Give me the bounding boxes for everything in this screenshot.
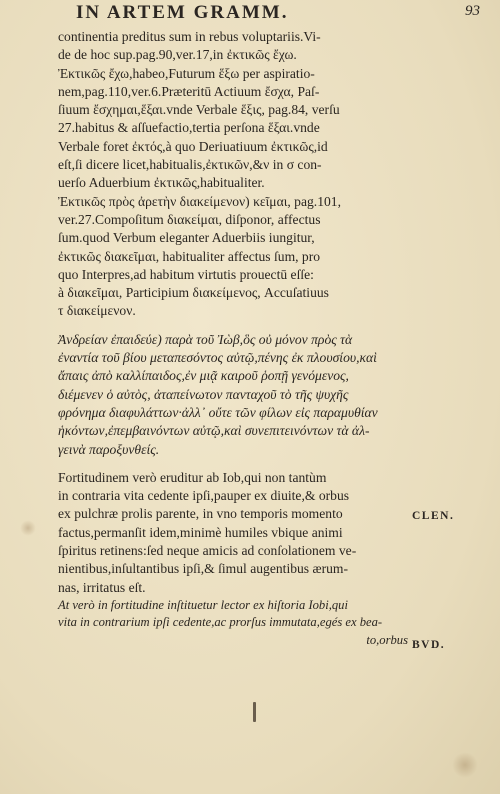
italic-line: vita in contrarium ipſi cedente,ac prorſus immutata,egés ex bea- bbox=[58, 615, 383, 630]
text-line: Ἐκτικῶς πρὸς ἀρετὴν διακείμενον) κεῖμαι, pag.101, bbox=[58, 193, 341, 209]
text-line: quo Interpres,ad habitum virtutis prouectū eſſe: bbox=[58, 266, 314, 282]
text-line: nientibus,inſultantibus ipſi,& ſimul augentibus ærum- bbox=[58, 561, 348, 577]
body-text bbox=[58, 28, 408, 649]
text-line: nas, irritatus eſt. bbox=[58, 579, 146, 595]
greek-line: γεινὰ παροξυνθείς. bbox=[58, 441, 160, 457]
paragraph-diakeimai bbox=[58, 193, 408, 321]
text-line: de de hoc sup.pag.90,ver.17,in ἐκτικῶς ἔχω. bbox=[58, 47, 297, 63]
text-line: continentia preditus sum in rebus voluptariis.Vi- bbox=[58, 29, 321, 44]
margin-note-clen: CLEN. bbox=[412, 510, 455, 522]
italic-line: to,orbus bbox=[366, 632, 408, 647]
paper-stain bbox=[20, 520, 36, 536]
paragraph-hexis bbox=[58, 28, 408, 193]
page-number: 93 bbox=[465, 3, 480, 19]
text-line: in contraria vita cedente ipſi,pauper ex diuite,& orbus bbox=[58, 488, 350, 504]
text-line: ſum.quod Verbum eleganter Aduerbiis iungitur, bbox=[58, 230, 315, 246]
running-head: IN ARTEM GRAMM. bbox=[76, 2, 289, 23]
text-line: Ἐκτικῶς ἔχω,habeo,Futurum ἕξω per aspiratio- bbox=[58, 65, 315, 81]
text-line: nem,pag.110,ver.6.Præteritū Actiuum ἔσχα, Paſ- bbox=[58, 83, 320, 99]
margin-note-bud: BVD. bbox=[412, 639, 446, 651]
text-line: ſpiritus retinens:ſed neque amicis ad conſolationem ve- bbox=[58, 543, 357, 559]
page-header bbox=[58, 2, 478, 24]
text-line: eſt,ſi dicere licet,habitualis,ἐκτικῶν,&ν in σ con- bbox=[58, 157, 322, 173]
printer-mark bbox=[253, 702, 256, 722]
greek-line: διέμενεν ὁ αὐτὸς, ἀταπείνωτον πανταχοῦ τὸ τῆς ψυχῆς bbox=[58, 386, 349, 402]
text-line: Verbale foret ἐκτός,à quo Deriuatiuum ἐκτικῶς,id bbox=[58, 138, 328, 154]
greek-line: ἡκόντων,ἐπεμβαινόντων αὐτῷ,καὶ συνεπιτεινόντων τὰ ἀλ- bbox=[58, 423, 370, 439]
paper-stain bbox=[452, 752, 478, 778]
text-line: Fortitudinem verò eruditur ab Iob,qui non tantùm bbox=[58, 469, 327, 485]
latin-translation-clenardus bbox=[58, 469, 408, 597]
greek-passage bbox=[58, 331, 408, 459]
text-line: à διακεῖμαι, Participium διακείμενος, Accuſatiuus bbox=[58, 285, 329, 301]
text-line: factus,permanſit idem,minimè humiles vbique animi bbox=[58, 524, 343, 540]
text-line: ἐκτικῶς διακεῖμαι, habitualiter affectus ſum, pro bbox=[58, 248, 321, 264]
greek-line: ἐναντία τοῦ βίου μεταπεσόντος αὐτῷ,πένης ἐκ πλουσίου,καὶ bbox=[58, 350, 377, 366]
greek-line: Ἀνδρείαν ἐπαιδεύε) παρὰ τοῦ Ἰὼβ,ὃς οὐ μόνον πρὸς τὰ bbox=[58, 331, 353, 347]
latin-translation-budaeus bbox=[58, 597, 408, 650]
text-line: ex pulchræ prolis parente, in vno temporis momento bbox=[58, 506, 343, 522]
greek-line: φρόνημα διαφυλάττων·ἀλλ᾽ οὔτε τῶν φίλων εἰς παραμυθίαν bbox=[58, 404, 378, 420]
text-line: ſiuum ἔσχημαι,ἕξαι.vnde Verbale ἕξις, pag.84, verſu bbox=[58, 102, 340, 118]
text-line: 27.habitus & aſſuefactio,tertia perſona ἕξαι.vnde bbox=[58, 120, 320, 136]
text-line: τ διακείμενον. bbox=[58, 303, 136, 319]
italic-line: At verò in fortitudine inſtituetur lector ex hiſtoria Iobi,qui bbox=[58, 597, 348, 612]
text-line: ver.27.Compoſitum διακείμαι, diſponor, affectus bbox=[58, 211, 321, 227]
greek-line: ἄπαις ἀπὸ καλλίπαιδος,ἐν μιᾷ καιροῦ ῥοπῇ γενόμενος, bbox=[58, 368, 349, 384]
text-line: uerſo Aduerbium ἐκτικῶς,habitualiter. bbox=[58, 175, 265, 191]
